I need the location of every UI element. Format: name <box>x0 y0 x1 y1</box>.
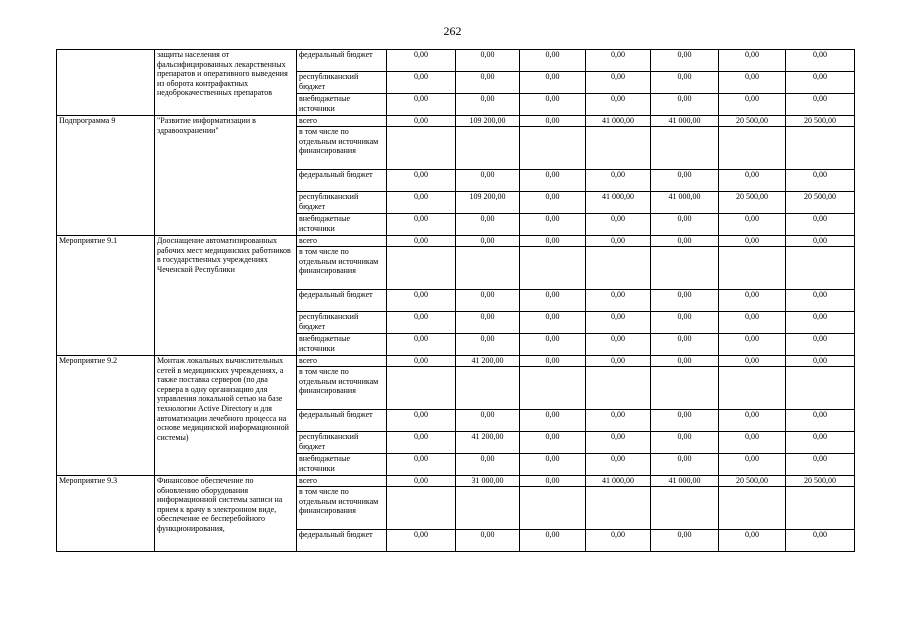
amount-cell <box>387 487 456 530</box>
amount-cell: 0,00 <box>719 236 786 247</box>
table-row <box>57 356 855 367</box>
amount-cell: 0,00 <box>586 50 651 72</box>
amount-cell: 0,00 <box>520 214 586 236</box>
amount-cell: 0,00 <box>719 290 786 312</box>
amount-cell: 0,00 <box>520 432 586 454</box>
amount-cell: 0,00 <box>520 94 586 116</box>
amount-cell <box>586 367 651 410</box>
amount-cell: 0,00 <box>586 410 651 432</box>
funding-source-cell: республиканский бюджет <box>297 72 387 94</box>
amount-cell: 0,00 <box>786 432 855 454</box>
amount-cell: 0,00 <box>719 312 786 334</box>
amount-cell: 0,00 <box>786 410 855 432</box>
amount-cell: 41 000,00 <box>586 476 651 487</box>
amount-cell: 0,00 <box>520 50 586 72</box>
program-name-cell: Финансовое обеспечение по обновлению оборудования информационной системы записи на прием к врачу в электронном виде, обеспечение ее бесперебойного функционирования, <box>155 476 297 552</box>
amount-cell <box>387 127 456 170</box>
amount-cell: 0,00 <box>520 116 586 127</box>
amount-cell: 0,00 <box>456 236 520 247</box>
program-code-cell: Мероприятие 9.3 <box>57 476 155 552</box>
amount-cell <box>387 367 456 410</box>
amount-cell: 0,00 <box>651 410 719 432</box>
funding-source-cell: внебюджетные источники <box>297 334 387 356</box>
program-code-cell: Мероприятие 9.1 <box>57 236 155 356</box>
amount-cell: 0,00 <box>520 170 586 192</box>
amount-cell: 0,00 <box>387 170 456 192</box>
amount-cell: 20 500,00 <box>719 476 786 487</box>
amount-cell: 0,00 <box>387 356 456 367</box>
amount-cell: 0,00 <box>586 432 651 454</box>
table-row <box>57 236 855 247</box>
amount-cell: 0,00 <box>387 312 456 334</box>
table-row <box>57 476 855 487</box>
amount-cell: 109 200,00 <box>456 116 520 127</box>
amount-cell <box>651 367 719 410</box>
amount-cell: 0,00 <box>719 72 786 94</box>
amount-cell: 0,00 <box>651 214 719 236</box>
amount-cell: 0,00 <box>387 476 456 487</box>
program-name-cell: Монтаж локальных вычислительных сетей в медицинских учреждениях, а также поставка серверов (по два сервера в одну организацию для управления локальной сетью на базе технологии Active Directory и для автоматизации лечебного процесса на основе медицинской информационной системы) <box>155 356 297 476</box>
program-name-cell: защиты населения от фальсифицированных лекарственных препаратов и оперативного выведения из оборота контрафактных недоброкачественных препаратов <box>155 50 297 116</box>
funding-source-cell: всего <box>297 236 387 247</box>
amount-cell: 0,00 <box>786 72 855 94</box>
amount-cell: 0,00 <box>586 356 651 367</box>
amount-cell <box>456 367 520 410</box>
amount-cell: 0,00 <box>456 72 520 94</box>
amount-cell: 0,00 <box>520 290 586 312</box>
program-code-cell: Подпрограмма 9 <box>57 116 155 236</box>
amount-cell: 0,00 <box>586 94 651 116</box>
amount-cell: 31 000,00 <box>456 476 520 487</box>
amount-cell: 41 000,00 <box>651 476 719 487</box>
amount-cell: 41 200,00 <box>456 356 520 367</box>
amount-cell: 0,00 <box>387 410 456 432</box>
amount-cell: 0,00 <box>456 94 520 116</box>
amount-cell: 0,00 <box>786 312 855 334</box>
amount-cell <box>786 127 855 170</box>
amount-cell: 0,00 <box>786 334 855 356</box>
amount-cell: 0,00 <box>586 72 651 94</box>
amount-cell: 0,00 <box>520 192 586 214</box>
amount-cell: 0,00 <box>520 72 586 94</box>
amount-cell: 0,00 <box>719 170 786 192</box>
amount-cell: 0,00 <box>651 454 719 476</box>
amount-cell: 0,00 <box>651 72 719 94</box>
amount-cell: 0,00 <box>786 530 855 552</box>
amount-cell <box>520 487 586 530</box>
amount-cell: 41 000,00 <box>586 192 651 214</box>
funding-source-cell: федеральный бюджет <box>297 290 387 312</box>
amount-cell: 0,00 <box>387 236 456 247</box>
amount-cell: 0,00 <box>651 50 719 72</box>
program-name-cell: "Развитие информатизации в здравоохранении" <box>155 116 297 236</box>
amount-cell: 0,00 <box>586 530 651 552</box>
funding-source-cell: в том числе по отдельным источникам финансирования <box>297 127 387 170</box>
funding-source-cell: внебюджетные источники <box>297 214 387 236</box>
amount-cell <box>520 367 586 410</box>
amount-cell: 0,00 <box>651 170 719 192</box>
amount-cell <box>456 247 520 290</box>
funding-source-cell: федеральный бюджет <box>297 410 387 432</box>
amount-cell: 0,00 <box>651 334 719 356</box>
amount-cell: 0,00 <box>786 214 855 236</box>
amount-cell: 0,00 <box>786 170 855 192</box>
amount-cell <box>456 127 520 170</box>
amount-cell: 0,00 <box>586 454 651 476</box>
amount-cell: 41 000,00 <box>586 116 651 127</box>
amount-cell <box>786 487 855 530</box>
amount-cell: 0,00 <box>387 432 456 454</box>
amount-cell: 20 500,00 <box>719 192 786 214</box>
funding-source-cell: внебюджетные источники <box>297 454 387 476</box>
amount-cell: 0,00 <box>586 334 651 356</box>
amount-cell: 20 500,00 <box>719 116 786 127</box>
funding-source-cell: всего <box>297 476 387 487</box>
program-code-cell: Мероприятие 9.2 <box>57 356 155 476</box>
amount-cell: 0,00 <box>387 192 456 214</box>
amount-cell: 0,00 <box>651 432 719 454</box>
amount-cell <box>586 247 651 290</box>
funding-source-cell: республиканский бюджет <box>297 432 387 454</box>
funding-source-cell: всего <box>297 116 387 127</box>
amount-cell: 0,00 <box>520 334 586 356</box>
amount-cell: 0,00 <box>520 236 586 247</box>
amount-cell: 0,00 <box>456 334 520 356</box>
amount-cell: 0,00 <box>387 72 456 94</box>
amount-cell: 0,00 <box>786 50 855 72</box>
amount-cell: 20 500,00 <box>786 476 855 487</box>
funding-source-cell: республиканский бюджет <box>297 192 387 214</box>
amount-cell: 41 200,00 <box>456 432 520 454</box>
amount-cell: 0,00 <box>456 454 520 476</box>
amount-cell: 0,00 <box>719 214 786 236</box>
amount-cell: 109 200,00 <box>456 192 520 214</box>
amount-cell: 0,00 <box>456 312 520 334</box>
amount-cell: 0,00 <box>719 94 786 116</box>
amount-cell: 0,00 <box>719 432 786 454</box>
amount-cell <box>719 127 786 170</box>
amount-cell: 0,00 <box>456 170 520 192</box>
amount-cell: 0,00 <box>387 214 456 236</box>
amount-cell: 0,00 <box>387 116 456 127</box>
amount-cell: 0,00 <box>651 290 719 312</box>
amount-cell <box>456 487 520 530</box>
amount-cell <box>719 487 786 530</box>
amount-cell: 0,00 <box>520 476 586 487</box>
amount-cell: 0,00 <box>456 214 520 236</box>
funding-source-cell: в том числе по отдельным источникам финансирования <box>297 247 387 290</box>
funding-source-cell: федеральный бюджет <box>297 530 387 552</box>
amount-cell <box>786 247 855 290</box>
amount-cell: 0,00 <box>586 170 651 192</box>
amount-cell: 0,00 <box>586 312 651 334</box>
amount-cell: 0,00 <box>719 334 786 356</box>
amount-cell: 0,00 <box>651 356 719 367</box>
amount-cell: 0,00 <box>651 236 719 247</box>
amount-cell: 0,00 <box>786 290 855 312</box>
amount-cell: 0,00 <box>786 94 855 116</box>
amount-cell <box>586 127 651 170</box>
amount-cell: 0,00 <box>387 290 456 312</box>
amount-cell <box>719 367 786 410</box>
program-name-cell: Дооснащение автоматизированных рабочих мест медицинских работников в государственных учреждениях Чеченской Республики <box>155 236 297 356</box>
amount-cell: 0,00 <box>387 334 456 356</box>
amount-cell: 0,00 <box>719 410 786 432</box>
funding-source-cell: всего <box>297 356 387 367</box>
amount-cell: 0,00 <box>520 356 586 367</box>
amount-cell: 0,00 <box>651 530 719 552</box>
funding-source-cell: в том числе по отдельным источникам финансирования <box>297 487 387 530</box>
amount-cell <box>520 247 586 290</box>
amount-cell: 0,00 <box>719 530 786 552</box>
amount-cell: 0,00 <box>586 236 651 247</box>
budget-table <box>56 49 855 552</box>
page-number: 262 <box>443 24 462 38</box>
amount-cell: 0,00 <box>719 356 786 367</box>
amount-cell: 41 000,00 <box>651 116 719 127</box>
amount-cell: 0,00 <box>456 410 520 432</box>
funding-source-cell: федеральный бюджет <box>297 170 387 192</box>
amount-cell: 0,00 <box>387 50 456 72</box>
amount-cell: 0,00 <box>520 530 586 552</box>
funding-source-cell: внебюджетные источники <box>297 94 387 116</box>
amount-cell <box>586 487 651 530</box>
funding-source-cell: республиканский бюджет <box>297 312 387 334</box>
amount-cell: 41 000,00 <box>651 192 719 214</box>
amount-cell: 0,00 <box>719 454 786 476</box>
amount-cell: 0,00 <box>719 50 786 72</box>
amount-cell: 0,00 <box>651 312 719 334</box>
amount-cell: 0,00 <box>387 94 456 116</box>
table-row <box>57 116 855 127</box>
amount-cell: 0,00 <box>456 290 520 312</box>
amount-cell <box>719 247 786 290</box>
amount-cell: 0,00 <box>456 50 520 72</box>
amount-cell: 0,00 <box>651 94 719 116</box>
amount-cell <box>520 127 586 170</box>
funding-source-cell: федеральный бюджет <box>297 50 387 72</box>
amount-cell: 0,00 <box>586 214 651 236</box>
amount-cell: 0,00 <box>786 356 855 367</box>
amount-cell <box>786 367 855 410</box>
amount-cell: 0,00 <box>786 454 855 476</box>
amount-cell: 0,00 <box>586 290 651 312</box>
amount-cell <box>651 487 719 530</box>
amount-cell: 0,00 <box>520 410 586 432</box>
funding-source-cell: в том числе по отдельным источникам финансирования <box>297 367 387 410</box>
amount-cell: 20 500,00 <box>786 192 855 214</box>
amount-cell <box>387 247 456 290</box>
amount-cell: 20 500,00 <box>786 116 855 127</box>
amount-cell <box>651 247 719 290</box>
amount-cell: 0,00 <box>520 454 586 476</box>
amount-cell: 0,00 <box>456 530 520 552</box>
amount-cell: 0,00 <box>520 312 586 334</box>
table-row <box>57 50 855 72</box>
amount-cell: 0,00 <box>786 236 855 247</box>
amount-cell <box>651 127 719 170</box>
amount-cell: 0,00 <box>387 530 456 552</box>
amount-cell: 0,00 <box>387 454 456 476</box>
program-code-cell <box>57 50 155 116</box>
